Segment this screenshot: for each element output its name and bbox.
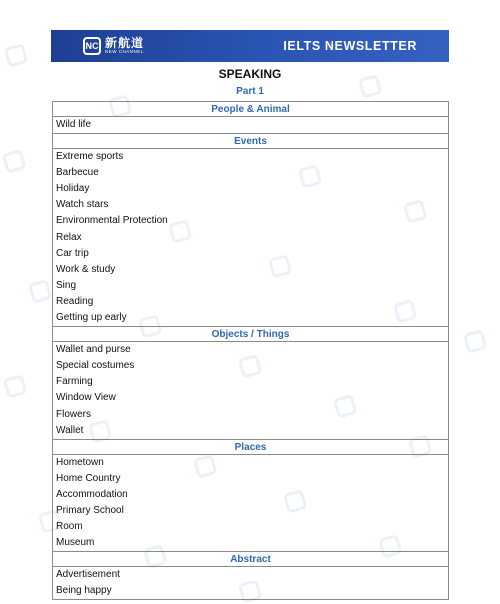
topic-row: Primary School xyxy=(56,504,124,516)
topic-row: Extreme sports xyxy=(56,151,124,163)
category-header: Objects / Things xyxy=(53,327,448,342)
topic-row: Museum xyxy=(56,537,95,549)
part-title: Part 1 xyxy=(236,86,264,97)
topic-row: Wallet and purse xyxy=(56,344,131,356)
watermark-logo xyxy=(2,147,30,173)
topic-group xyxy=(53,455,448,553)
watermark-logo xyxy=(3,372,31,398)
topic-row: Work & study xyxy=(56,263,116,275)
topic-group xyxy=(53,117,448,134)
newsletter-header xyxy=(51,30,449,62)
topic-row: Car trip xyxy=(56,247,89,259)
topic-row: Home Country xyxy=(56,472,121,484)
topic-row: Reading xyxy=(56,295,94,307)
category-header: Places xyxy=(53,440,448,455)
newsletter-title: IELTS NEWSLETTER xyxy=(283,39,417,53)
topic-row: Getting up early xyxy=(56,312,127,324)
topic-row: Special costumes xyxy=(56,360,135,372)
logo-nc-icon: NC xyxy=(83,37,101,55)
logo-english-text: NEW CHANNEL xyxy=(105,49,144,55)
topic-row: Sing xyxy=(56,279,77,291)
topics-table xyxy=(52,101,449,600)
topic-row: Accommodation xyxy=(56,488,128,500)
page-title: SPEAKING xyxy=(218,67,282,81)
topic-row: Farming xyxy=(56,376,93,388)
topic-row: Watch stars xyxy=(56,199,109,211)
topic-group xyxy=(53,342,448,440)
watermark-logo xyxy=(4,41,32,67)
topic-row: Wallet xyxy=(56,424,84,436)
category-header: Abstract xyxy=(53,552,448,567)
logo-chinese-text: 新航道 xyxy=(105,36,145,51)
topic-group xyxy=(53,567,448,600)
topic-row: Holiday xyxy=(56,183,90,195)
topic-row: Flowers xyxy=(56,408,92,420)
topic-row: Being happy xyxy=(56,585,112,597)
topic-row: Relax xyxy=(56,231,82,243)
topic-row: Wild life xyxy=(56,119,92,130)
topic-row: Hometown xyxy=(56,456,104,468)
watermark-logo xyxy=(463,327,491,353)
brand-logo xyxy=(83,37,144,55)
category-header: People & Animal xyxy=(53,102,448,117)
topic-row: Room xyxy=(56,521,83,533)
topic-row: Advertisement xyxy=(56,569,120,581)
topic-row: Window View xyxy=(56,392,116,404)
topic-row: Barbecue xyxy=(56,167,99,179)
category-header: Events xyxy=(53,134,448,149)
topic-row: Environmental Protection xyxy=(56,215,168,227)
topic-group xyxy=(53,149,448,327)
